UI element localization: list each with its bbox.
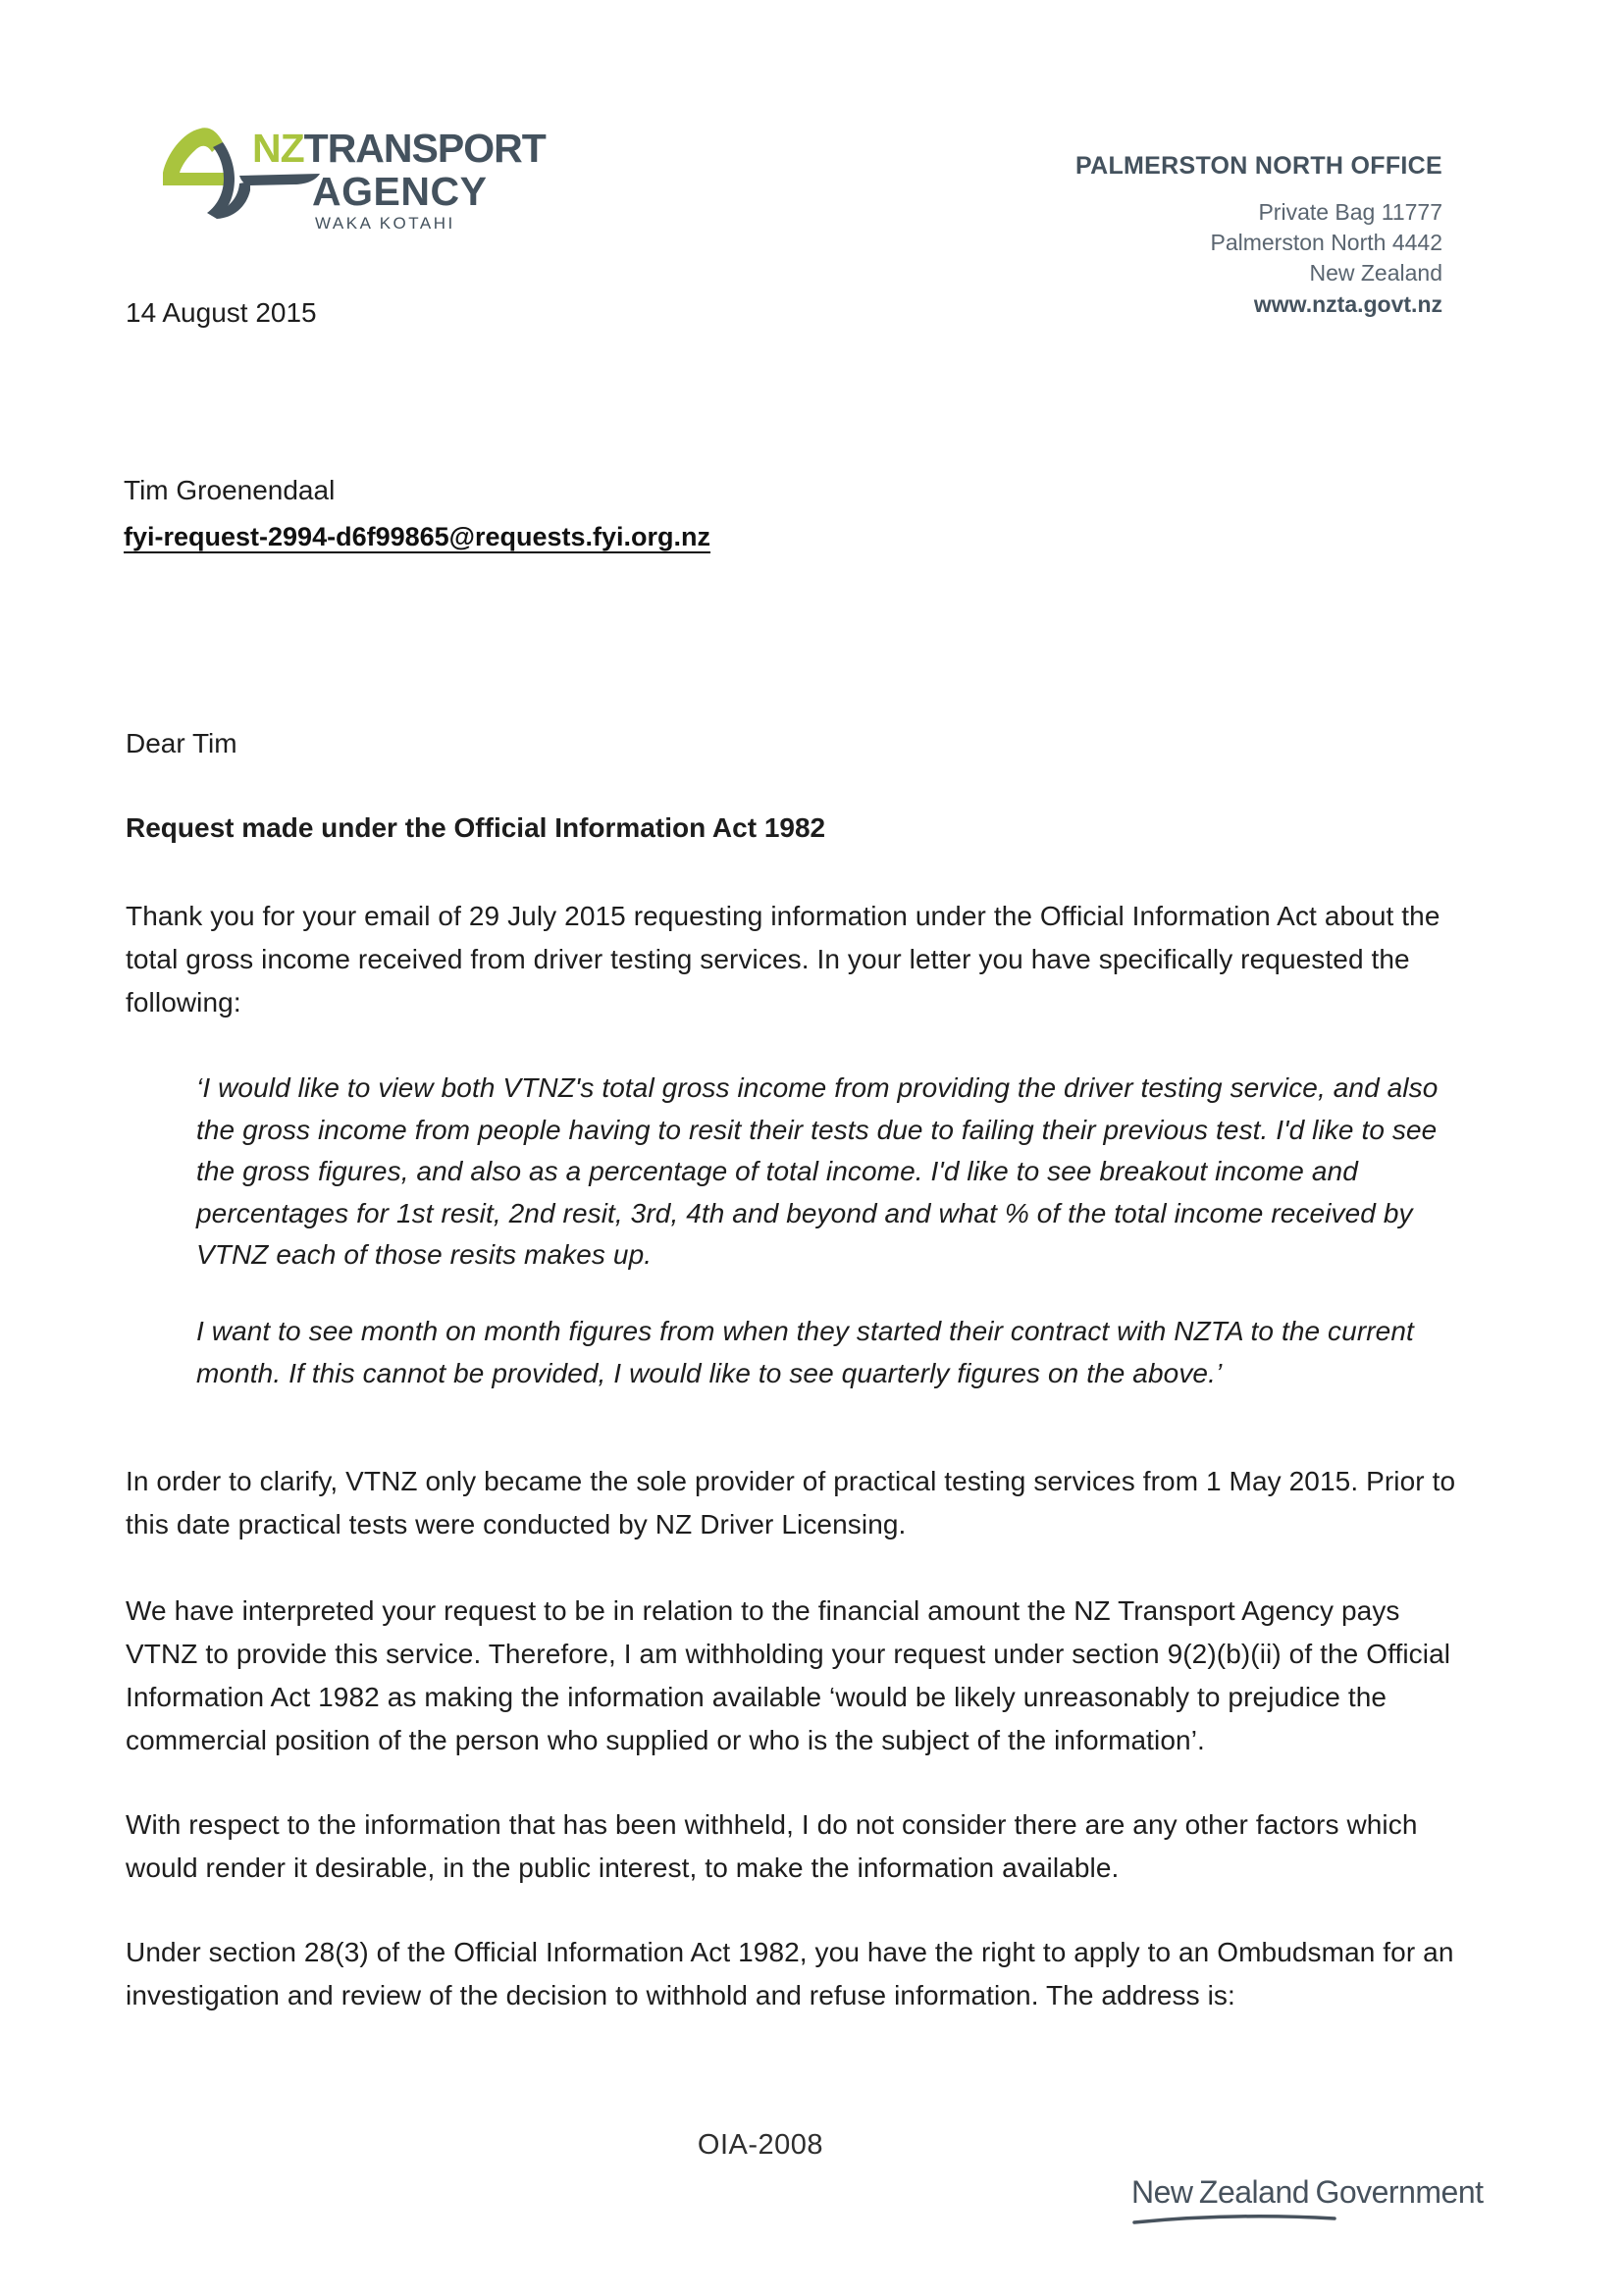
nzta-logo-wordmark	[252, 126, 546, 172]
date-line: 14 August 2015	[126, 297, 317, 328]
office-address-line: Palmerston North 4442	[1210, 230, 1442, 255]
logo-text-agency: AGENCY	[312, 169, 488, 214]
paragraph-intro: Thank you for your email of 29 July 2015 requesting information under the Official Information Act about the total gross income received from driver testing services. In your letter you have specifically requested the following:	[126, 901, 1440, 1018]
nz-government-wordmark: New Zealand Government	[1131, 2174, 1484, 2210]
quoted-request-paragraph-2: I want to see month on month figures from when they started their contract with NZTA to the current month. If this cannot be provided, I would like to see quarterly figures on the above.’	[196, 1316, 1414, 1388]
office-name: PALMERSTON NORTH OFFICE	[1074, 152, 1442, 180]
paragraph-interpretation: We have interpreted your request to be in relation to the financial amount the NZ Transport Agency pays VTNZ to provide this service. Therefore, I am withholding your request under section 9(2)(b)(ii) of the Official Information Act 1982 as making the information available ‘would be likely unreasonably to prejudice the commercial position of the person who supplied or who is the subject of the information’.	[126, 1595, 1451, 1755]
logo-text-tagline: WAKA KOTAHI	[315, 214, 455, 233]
paragraph-clarification: In order to clarify, VTNZ only became the sole provider of practical testing services from 1 May 2015. Prior to this date practical tests were conducted by NZ Driver Licensing.	[126, 1466, 1456, 1539]
office-address-line: Private Bag 11777	[1258, 199, 1442, 225]
office-address-line: New Zealand	[1309, 260, 1442, 286]
office-address-block	[1075, 152, 1442, 318]
subject-heading: Request made under the Official Information Act 1982	[126, 812, 826, 843]
recipient-email-link[interactable]: fyi-request-2994-d6f99865@requests.fyi.org.nz	[124, 522, 711, 551]
paragraph-ombudsman-rights: Under section 28(3) of the Official Information Act 1982, you have the right to apply to an Ombudsman for an investigation and review of the decision to withhold and refuse information. The address is:	[126, 1937, 1454, 2010]
nz-government-underline-icon	[1131, 2212, 1339, 2225]
nz-government-logo	[1131, 2174, 1484, 2225]
office-website: www.nzta.govt.nz	[1253, 291, 1442, 317]
logo-text-transport: TRANSPORT	[303, 126, 546, 171]
logo-text-nz: NZ	[252, 126, 304, 171]
quoted-request-paragraph-1: ‘I would like to view both VTNZ's total gross income from providing the driver testing service, and also the gross income from people having to resit their tests due to failing their previous test. I'd like to see the gross figures, and also as a percentage of total income. I'd like to see breakout income and percentages for 1st resit, 2nd resit, 3rd, 4th and beyond and what % of the total income received by VTNZ each of those resits makes up.	[196, 1072, 1439, 1270]
paragraph-public-interest: With respect to the information that has been withheld, I do not consider there are any other factors which would render it desirable, in the public interest, to make the information available.	[126, 1809, 1418, 1883]
salutation: Dear Tim	[126, 728, 237, 758]
recipient-name: Tim Groenendaal	[124, 475, 336, 505]
footer-reference: OIA-2008	[697, 2129, 824, 2161]
